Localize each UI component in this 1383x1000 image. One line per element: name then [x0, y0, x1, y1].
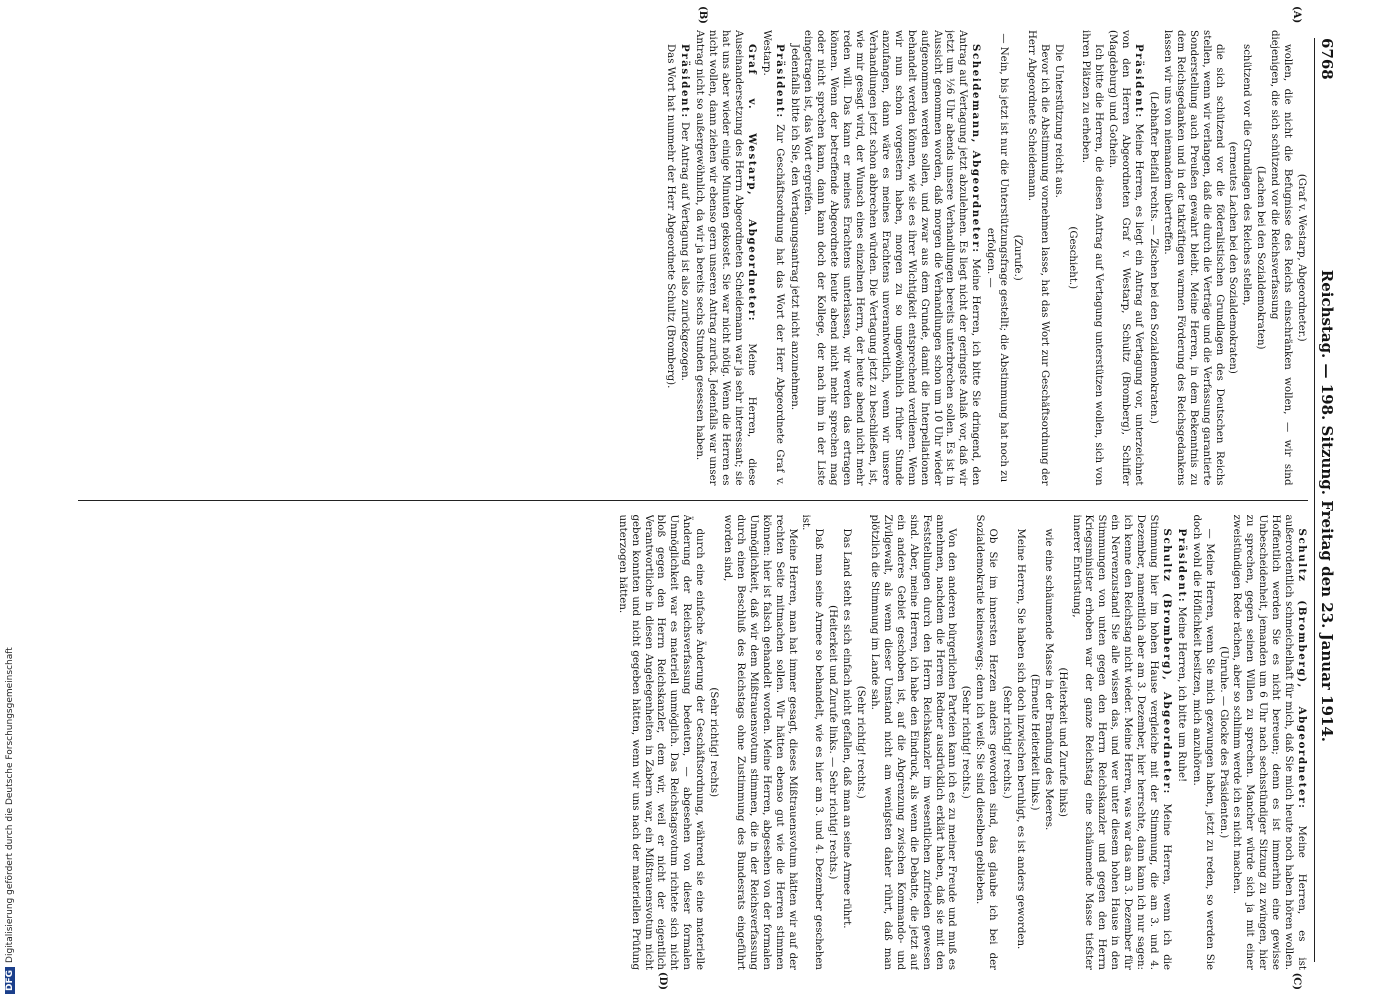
- paragraph: (Sehr richtig! rechts): [708, 687, 720, 798]
- paragraph: (Sehr richtig! rechts.): [960, 685, 972, 799]
- margin-mark-c: (C): [1291, 972, 1302, 990]
- right-column: [78, 515, 1308, 971]
- paragraph: Schultz (Bromberg), Abgeordneter: Meine Herren, wenn ich die Stimmung hier im hohen Hause vergleiche mit der Stimmung, die am 3. und 4. Dezember, namentlich aber am 3. Dezember, hier herrschte, dann kann ich nur sagen: ich kenne den Reichstag nicht wieder. Meine Herren, was war das am 3. Dezember für ein Nervenzustand! Sie alle wissen das, und wer unter diesem hohen Hause in den Stimmungen von unten gegen den Herrn Reichskanzler und gegen den Herrn Kriegsminister erhoben war der ganze Reichstag eine schäumende Masse tiefster innerer Entrüstung,: [1070, 514, 1173, 970]
- page-title: Reichstag. — 198. Sitzung. Freitag den 23. Januar 1914.: [1318, 269, 1336, 743]
- margin-mark-d: (D): [657, 971, 668, 990]
- paragraph: Präsident: Zur Geschäftsordnung hat das Wort der Herr Abgeordnete Graf v. Westarp.: [760, 30, 786, 486]
- paragraph: Präsident: Meine Herren, ich bitte um Ruhe!: [1175, 528, 1188, 783]
- paragraph: (Graf v. Westarp, Abgeordneter.): [1296, 173, 1307, 342]
- paragraph: (Lachen bei den Sozialdemokraten): [1255, 166, 1267, 350]
- paragraph: wie eine schäumende Masse in der Brandung des Meeres.: [1042, 528, 1054, 831]
- paragraph: Bevor ich die Abstimmung vornehmen lasse, hat das Wort zur Geschäftsordnung der Herr Abgeordnete Scheidemann.: [1025, 30, 1050, 486]
- paragraph: — Nein, bis jetzt ist nur die Unterstützungsfrage gestellt; die Abstimmung hat noch zu erfolgen. —: [985, 33, 1010, 483]
- page-header: [1314, 38, 1336, 962]
- footer-text: Digitalisierung gefördert durch die Deutsche Forschungsgemeinschaft: [5, 647, 15, 963]
- paragraph: Das Land steht es sich einfach nicht gefallen, daß man an seine Armee rührt.: [841, 528, 853, 929]
- paragraph: schützend vor die Grundlagen des Reiches stellen,: [1241, 44, 1253, 306]
- paragraph: wollen, die nicht die Befugnisse des Reichs einschränken wollen, — wir sind diejenigen, die sich schützend vor die Reichsverfassung: [1269, 30, 1294, 486]
- paragraph: Meine Herren, man hat immer gesagt, dieses Mißtrauensvotum hätten wir auf der rechten Seite mitmachen sollen. Wir hätten ebenso gut wie die Herren stimmen können: hier ist falsch gehandelt worden. Meine Herren, abgesehen von der formalen Unmöglichkeit, daß wir dem Mißtrauensvotum stimmen, die in der Reichsverfassung durch einen Beschluß des Reichstags ohne Zustimmung des Bundesrats eingeführt worden sind,: [722, 514, 798, 970]
- margin-mark-a: (A): [1291, 6, 1302, 24]
- paragraph: (Zurufe.): [1011, 234, 1023, 281]
- margin-mark-b: (B): [697, 6, 708, 24]
- paragraph: Ich bitte die Herren, die diesen Antrag auf Vertagung unterstützen wollen, sich von ihren Plätzen zu erheben.: [1080, 30, 1105, 486]
- paragraph: Präsident: Der Antrag auf Vertagung ist also zurückgezogen.: [679, 44, 692, 381]
- paragraph: (Erneute Heiterkeit links.): [1028, 674, 1040, 811]
- paragraph: Scheidemann, Abgeordneter: Meine Herren, ich bitte Sie dringend, den Antrag auf Vertagung jetzt abzulehnen. Es liegt nicht der geringste Anlaß vor, daß wir jetzt um ½6 Uhr abends unsere Verhandlungen bereits unterbrechen sollen. Es ist in Aussicht genommen worden, daß morgen die Verhandlungen schon um 10 Uhr wieder aufgenommen werden sollen, und zwar aus dem Grunde, damit die Interpellationen behandelt werden können, wie sie es ihrer Wichtigkeit entsprechend verdienen. Wenn wir nun schon vorgestern haben, morgen zu so ungewöhnlich früher Stunde anzufangen, dann wäre es meines Erachtens unverantwortlich, wenn wir unsere Verhandlungen jetzt schon abbrechen würden. Die Vertagung jetzt zu beschließen, ist, wie mir gesagt wird, der Wunsch eines einzelnen Herrn, der heute abend nicht mehr reden will. Das kann er meines Erachtens unterlassen, wir werden das ertragen können. Wenn der betreffende Abgeordnete heute abend nicht mehr sprechen mag oder nicht sprechen kann, dann kann doch der Kollege, der nach ihm in der Liste eingetragen ist, das Wort ergreifen.: [802, 30, 983, 486]
- paragraph: Präsident: Meine Herren, es liegt ein Antrag auf Vertagung vor, unterzeichnet von den Herren Abgeordneten Graf v. Westarp, Schultz (Bromberg), Schiffer (Magdeburg) und Gothein.: [1107, 30, 1146, 486]
- column-divider: [78, 500, 1308, 501]
- paragraph: Jedenfalls bitte ich Sie, den Vertagungsantrag jetzt nicht anzunehmen.: [788, 44, 800, 411]
- paragraph: (Sehr richtig! rechts.): [855, 685, 867, 799]
- paragraph: durch eine einfache Änderung der Geschäftsordnung, während sie eine materielle Änderung der Reichsverfassung bedeuten, — abgesehen von dieser formalen Unmöglichkeit war es materiell unmöglich. Das Reichstagsvotum richtete sich nicht bloß gegen den Herrn Reichskanzler, dem wir, weil er nicht der eigentlich Verantwortliche in diesen Angelegenheiten in Zabern war, ein Mißtrauensvotum nicht geben konnten und nicht gegeben hätten, wenn wir uns nach der materiellen Prüfung unterzogen hätten.: [616, 514, 706, 970]
- paragraph: (Lebhafter Beifall rechts. — Zischen bei den Sozialdemokraten.): [1148, 91, 1160, 424]
- dfg-logo: DFG: [5, 967, 15, 994]
- paragraph: Ob Sie im innersten Herzen anders geworden sind, das glaube ich bei der Sozialdemokratie keineswegs; denn ich weiß: Sie sind dieselben geblieben.: [974, 514, 999, 970]
- paragraph: (Heiterkeit und Zurufe links. — Sehr richtig! rechts.): [827, 605, 839, 880]
- page-number: 6768: [1318, 38, 1336, 80]
- paragraph: Das Wort hat nunmehr der Herr Abgeordnete Schultz (Bromberg).: [665, 44, 677, 389]
- paragraph: — Meine Herren, wenn Sie mich gezwungen haben, jetzt zu reden, so werden Sie doch wohl die Höflichkeit besitzen, mich anzuhören.: [1190, 514, 1215, 970]
- text-columns: [78, 6, 1308, 990]
- paragraph: Die Unterstützung reicht aus.: [1052, 44, 1064, 198]
- paragraph: (Geschieht.): [1066, 226, 1078, 290]
- paragraph: (Unruhe. — Glocke des Präsidenten.): [1217, 646, 1229, 839]
- paragraph: die sich schützend vor die föderalistischen Grundlagen des Deutschen Reichs stellen, wenn wir verlangen, daß die durch die Verträge und die Verfassung garantierte Sonderstellung auch Preußen gewahrt bleibt. Meine Herren, in dem Bekenntnis zu dem Reichsgedanken und in der tatkräftigen warmen Förderung des Reichsgedankens lassen wir uns von niemandem übertreffen.: [1161, 30, 1225, 486]
- paragraph: Von den anderen bürgerlichen Parteien kann ich es zu meiner Freude und muß es annehmen, nachdem die Herren Redner ausdrücklich erklärt haben, daß sie mit den Feststellungen durch den Herrn Reichskanzler im wesentlichen zufrieden gewesen sind. Aber, meine Herren, ich habe den Eindruck, als wenn die Debatte, die jetzt auf ein anderes Gebiet geschoben ist, auf die Abgrenzung zwischen Kommando- und Zivilgewalt, als wenn dieser Umstand nicht am wenigsten daher rührt, daß man plötzlich die Stimmung im Lande sah.: [869, 514, 958, 970]
- paragraph: (erneutes Lachen bei den Sozialdemokraten): [1227, 141, 1239, 374]
- left-column: [78, 30, 1308, 486]
- paragraph: Daß man seine Armee so behandelt, wie es hier am 3. und 4. Dezember geschehen ist.: [800, 514, 825, 970]
- paragraph: (Heiterkeit und Zurufe links): [1056, 667, 1068, 817]
- paragraph: Schultz (Bromberg), Abgeordneter: Meine Herren, es ist außerordentlich schmeichelhaft für mich, daß Sie mich heute noch haben hören wollen. Hoffentlich werden Sie es nicht bereuen; denn es ist immerhin eine gewisse Unbescheidenheit, jemanden um 6 Uhr nach sechsstündiger Sitzung zu zwingen, hier zu sprechen, gegen seinen Willen zu sprechen. Mancher würde sich ja mit einer zweistündigen Rede rächen, aber so schlimm werde ich es nicht machen.: [1231, 514, 1308, 970]
- digitization-footer: [0, 0, 20, 1000]
- paragraph: (Sehr richtig! rechts.): [1001, 685, 1013, 799]
- paragraph: Meine Herren, Sie haben sich doch inzwischen beruhigt, es ist anders geworden.: [1014, 528, 1026, 950]
- paragraph: Graf v. Westarp, Abgeordneter: Meine Herren, diese Auseinandersetzung des Herrn Abgeordneten Scheidemann war ja sehr interessant; sie hat uns aber wieder einige Minuten gekostet. Sie war nicht nötig. Wenn die Herren es nicht wollen, dann ziehen wir ebenso gern unseren Antrag zurück. Jedenfalls war unser Antrag nicht so außergewöhnlich, da wir ja bereits sechs Stunden gesessen haben.: [694, 30, 758, 486]
